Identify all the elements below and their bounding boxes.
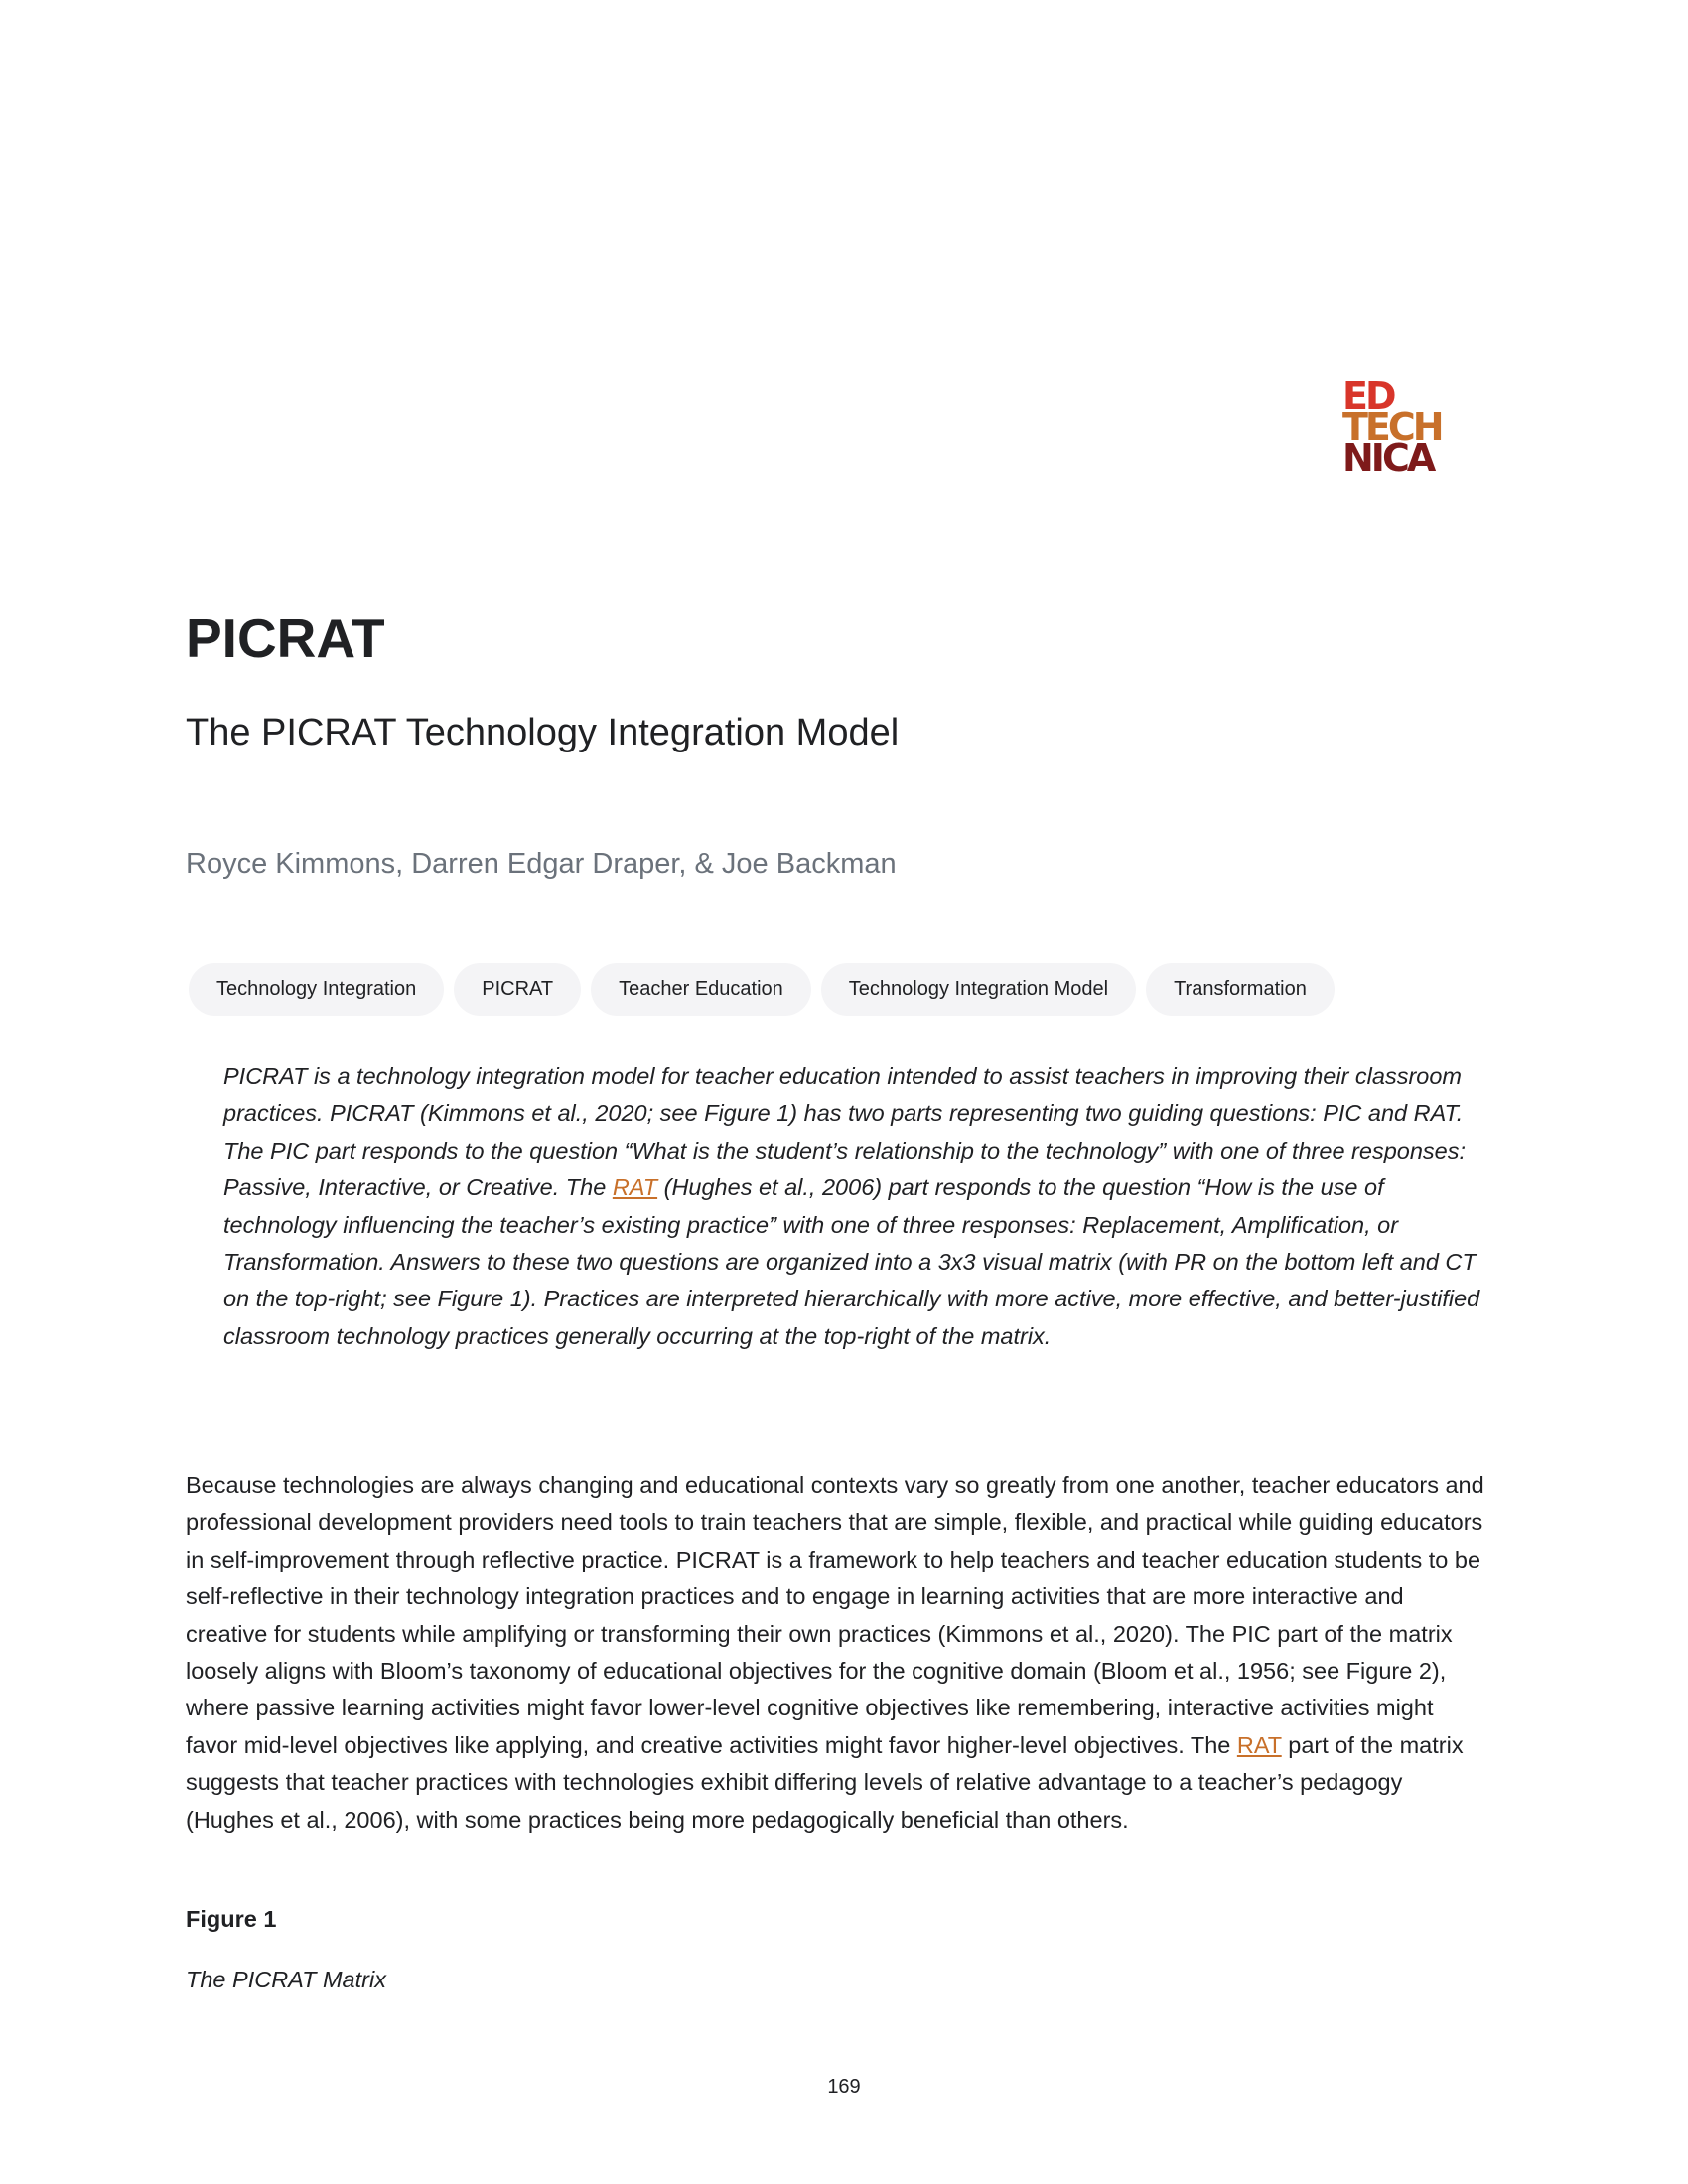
figure-label: Figure 1 [186,1906,277,1932]
tag-list [189,963,1335,1016]
page-title: PICRAT [186,608,385,669]
logo-line-tech: TECH [1342,405,1442,449]
body-text-2: part of the matrix suggests that teacher practices with technologies exhibit differing levels of relative advantage to a teacher’s pedagogy (Hughes et al., 2006), with some practices being more pedagogically beneficial than others. [186,1731,1464,1833]
page-number: 169 [827,2076,861,2098]
abstract [223,1058,1484,1355]
tag-picrat[interactable]: PICRAT [454,963,581,1016]
authors: Royce Kimmons, Darren Edgar Draper, & Joe Backman [186,848,897,880]
logo-line-nica: NICA [1342,436,1434,479]
tag-technology-integration[interactable]: Technology Integration [189,963,444,1016]
logo-line-ed: ED [1342,374,1394,418]
body-text-1: Because technologies are always changing and educational contexts vary so greatly from one another, teacher educators and professional development providers need tools to train teachers that are simple, flexible, and practical while guiding educators in self-improvement through reflective practice. PICRAT is a framework to help teachers and teacher education students to be self-reflective in their technology integration practices and to engage in learning activities that are more interactive and creative for students while amplifying or transforming their own practices (Kimmons et al., 2020). The PIC part of the matrix loosely aligns with Bloom’s taxonomy of educational objectives for the cognitive domain (Bloom et al., 1956; see Figure 2), where passive learning activities might favor lower-level cognitive objectives like remembering, interactive activities might favor mid-level objectives like applying, and creative activities might favor higher-level objectives. The [186,1472,1484,1758]
page-subtitle: The PICRAT Technology Integration Model [186,712,900,753]
abstract-text-2: (Hughes et al., 2006) part responds to the question “How is the use of technology influencing the teacher’s existing practice” with one of three responses: Replacement, Amplification, or Transformation. Answers to these two questions are organized into a 3x3 visual matrix (with PR on the bottom left and CT on the top-right; see Figure 1). Practices are interpreted hierarchically with more active, more effective, and better-justified classroom technology practices generally occurring at the top-right of the matrix. [223,1174,1480,1349]
figure-caption: The PICRAT Matrix [186,1967,386,1992]
tag-transformation[interactable]: Transformation [1146,963,1335,1016]
tag-teacher-education[interactable]: Teacher Education [591,963,811,1016]
edtechnica-logo [1342,374,1442,479]
abstract-text-1: PICRAT is a technology integration model for teacher education intended to assist teachers in improving their classroom practices. PICRAT (Kimmons et al., 2020; see Figure 1) has two parts representing two guiding questions: PIC and RAT. The PIC part responds to the question “What is the student’s relationship to the technology” with one of three responses: Passive, Interactive, or Creative. The [223,1063,1467,1201]
rat-link[interactable]: RAT [1236,1731,1282,1758]
tag-technology-integration-model[interactable]: Technology Integration Model [821,963,1136,1016]
body-paragraph [186,1467,1491,1839]
rat-link[interactable]: RAT [612,1174,658,1201]
